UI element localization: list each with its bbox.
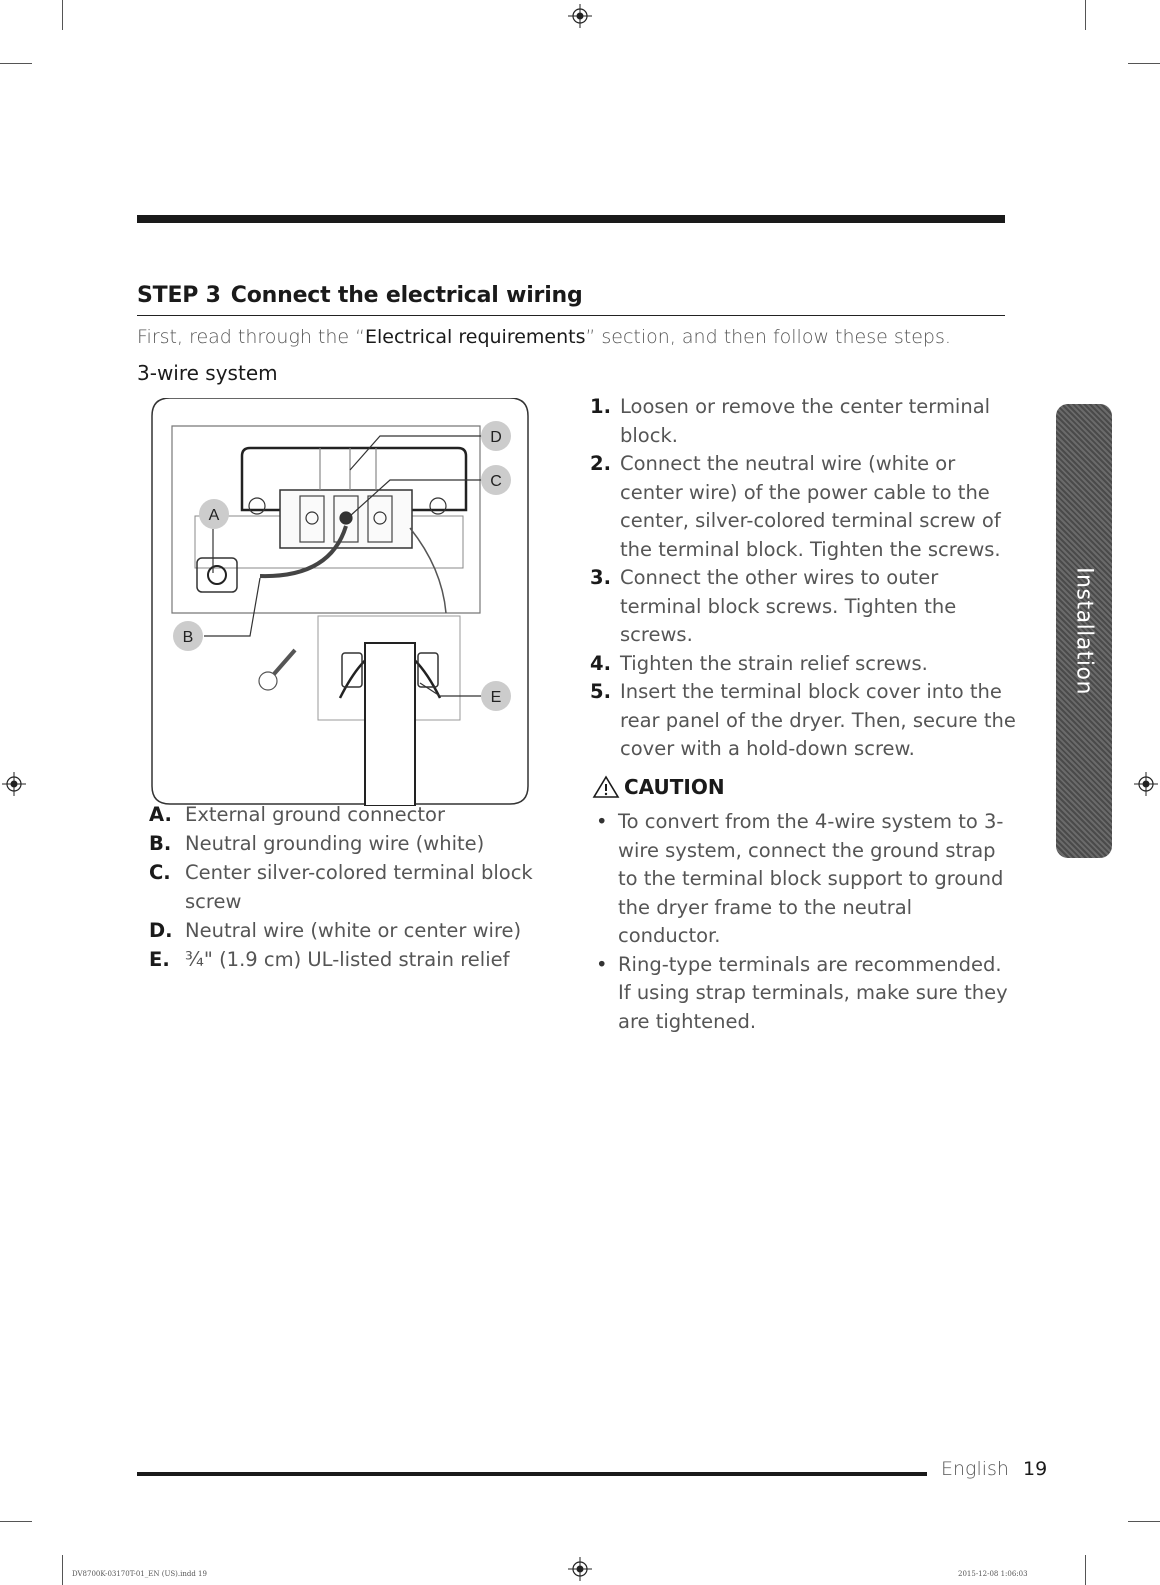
callout-b bbox=[173, 621, 203, 651]
callout-e-label: E bbox=[490, 689, 502, 706]
print-slug-date: 2015-12-08 1:06:03 bbox=[958, 1570, 1028, 1578]
callout-e bbox=[481, 681, 511, 711]
ground-screw bbox=[208, 566, 226, 584]
clamp-screw bbox=[342, 653, 362, 687]
step-number: 4. bbox=[590, 651, 611, 675]
legend-text: Neutral grounding wire (white) bbox=[185, 832, 485, 855]
top-divider-bar bbox=[137, 215, 1005, 223]
diagram-frame bbox=[152, 398, 528, 804]
step-item bbox=[590, 678, 1020, 764]
intro-paragraph bbox=[137, 326, 951, 348]
registration-mark-icon bbox=[2, 772, 26, 796]
callout-a-label: A bbox=[208, 507, 220, 524]
clamp-screw bbox=[418, 653, 438, 687]
footer-language: English bbox=[941, 1458, 1009, 1480]
mounting-screw bbox=[430, 498, 446, 514]
crop-mark bbox=[1128, 1521, 1160, 1522]
crop-mark bbox=[1085, 0, 1086, 30]
subheading: 3-wire system bbox=[137, 361, 278, 385]
caution-text: To convert from the 4-wire system to 3-wire system, connect the ground strap to the terminal block support to ground the dryer frame to the neutral conductor. bbox=[618, 810, 1004, 947]
step-item bbox=[590, 450, 1020, 564]
warning-triangle-icon bbox=[592, 775, 620, 799]
step-number: 5. bbox=[590, 680, 611, 703]
callout-c bbox=[481, 465, 511, 495]
intro-text-after: ” section, and then follow these steps. bbox=[585, 326, 951, 348]
legend-key: D. bbox=[149, 919, 173, 942]
crop-mark bbox=[1085, 1555, 1086, 1585]
leader-line bbox=[204, 578, 260, 636]
legend-item bbox=[149, 945, 569, 974]
callout-a bbox=[199, 499, 229, 529]
page-number: 19 bbox=[1023, 1458, 1048, 1480]
caution-item bbox=[590, 951, 1010, 1037]
legend-key: E. bbox=[149, 948, 170, 971]
step-text: Connect the other wires to outer terminal block screws. Tighten the screws. bbox=[620, 566, 957, 646]
step-number: 2. bbox=[590, 452, 611, 475]
bullet-icon: • bbox=[596, 952, 608, 976]
legend-item bbox=[149, 858, 569, 916]
ring-terminal bbox=[259, 672, 277, 690]
footer-rule bbox=[137, 1472, 927, 1476]
step-label: STEP 3 bbox=[137, 283, 221, 308]
legend-text: Center silver-colored terminal block screw bbox=[185, 861, 533, 913]
section-tab-label: Installation bbox=[1071, 567, 1097, 695]
center-terminal-screw bbox=[340, 512, 352, 524]
intro-text-before: First, read through the “ bbox=[137, 326, 365, 348]
legend-list bbox=[149, 800, 569, 974]
step-number: 3. bbox=[590, 566, 611, 589]
crop-mark bbox=[62, 1555, 63, 1585]
crop-mark bbox=[1128, 63, 1160, 64]
caution-item bbox=[590, 808, 1010, 951]
step-number: 1. bbox=[590, 395, 611, 418]
caution-list bbox=[590, 808, 1010, 1036]
callout-d-label: D bbox=[490, 429, 502, 446]
ring-terminal-lead bbox=[274, 650, 295, 674]
legend-text: External ground connector bbox=[185, 803, 445, 826]
leader-line bbox=[420, 683, 491, 696]
power-cord bbox=[365, 643, 415, 806]
mounting-screw bbox=[249, 498, 265, 514]
outer-wire bbox=[410, 528, 446, 613]
legend-item bbox=[149, 916, 569, 945]
legend-text: Neutral wire (white or center wire) bbox=[185, 919, 522, 942]
step-item bbox=[590, 393, 1020, 450]
leader-line bbox=[350, 436, 492, 470]
power-wire bbox=[320, 448, 376, 490]
caution-text: Ring-type terminals are recommended. If using strap terminals, make sure they are tightened. bbox=[618, 952, 1008, 1033]
ground-connector bbox=[197, 558, 237, 592]
heading-underline bbox=[137, 315, 1005, 316]
section-side-tab bbox=[1056, 404, 1112, 858]
caution-label: CAUTION bbox=[624, 775, 725, 799]
legend-item bbox=[149, 829, 569, 858]
legend-text: ¾" (1.9 cm) UL-listed strain relief bbox=[185, 948, 510, 971]
wiring-diagram bbox=[150, 398, 530, 806]
step-heading bbox=[137, 283, 583, 308]
intro-emphasis: Electrical requirements bbox=[365, 326, 586, 348]
print-slug-file: DV8700K-03170T-01_EN (US).indd 19 bbox=[72, 1570, 207, 1578]
step-text: Tighten the strain relief screws. bbox=[620, 651, 928, 675]
step-title: Connect the electrical wiring bbox=[230, 283, 583, 308]
legend-item bbox=[149, 800, 569, 829]
registration-mark-icon bbox=[568, 1557, 592, 1581]
caution-heading bbox=[592, 775, 725, 799]
registration-mark-icon bbox=[568, 4, 592, 28]
step-text: Insert the terminal block cover into the rear panel of the dryer. Then, secure the cover with a hold-down screw. bbox=[620, 680, 1016, 760]
bullet-icon: • bbox=[596, 810, 608, 833]
registration-mark-icon bbox=[1134, 772, 1158, 796]
callout-d bbox=[481, 421, 511, 451]
crop-mark bbox=[0, 63, 32, 64]
step-item bbox=[590, 650, 1020, 679]
legend-key: A. bbox=[149, 803, 172, 826]
callout-c-label: C bbox=[490, 473, 502, 490]
steps-list bbox=[590, 393, 1020, 764]
step-text: Loosen or remove the center terminal block. bbox=[620, 395, 991, 447]
legend-key: C. bbox=[149, 861, 171, 884]
step-text: Connect the neutral wire (white or center wire) of the power cable to the center, silver-colored terminal screw of the terminal block. Tighten the screws. bbox=[620, 452, 1001, 561]
crop-mark bbox=[62, 0, 63, 30]
callout-b-label: B bbox=[182, 629, 194, 646]
step-item bbox=[590, 564, 1020, 650]
legend-key: B. bbox=[149, 832, 172, 855]
crop-mark bbox=[0, 1521, 32, 1522]
